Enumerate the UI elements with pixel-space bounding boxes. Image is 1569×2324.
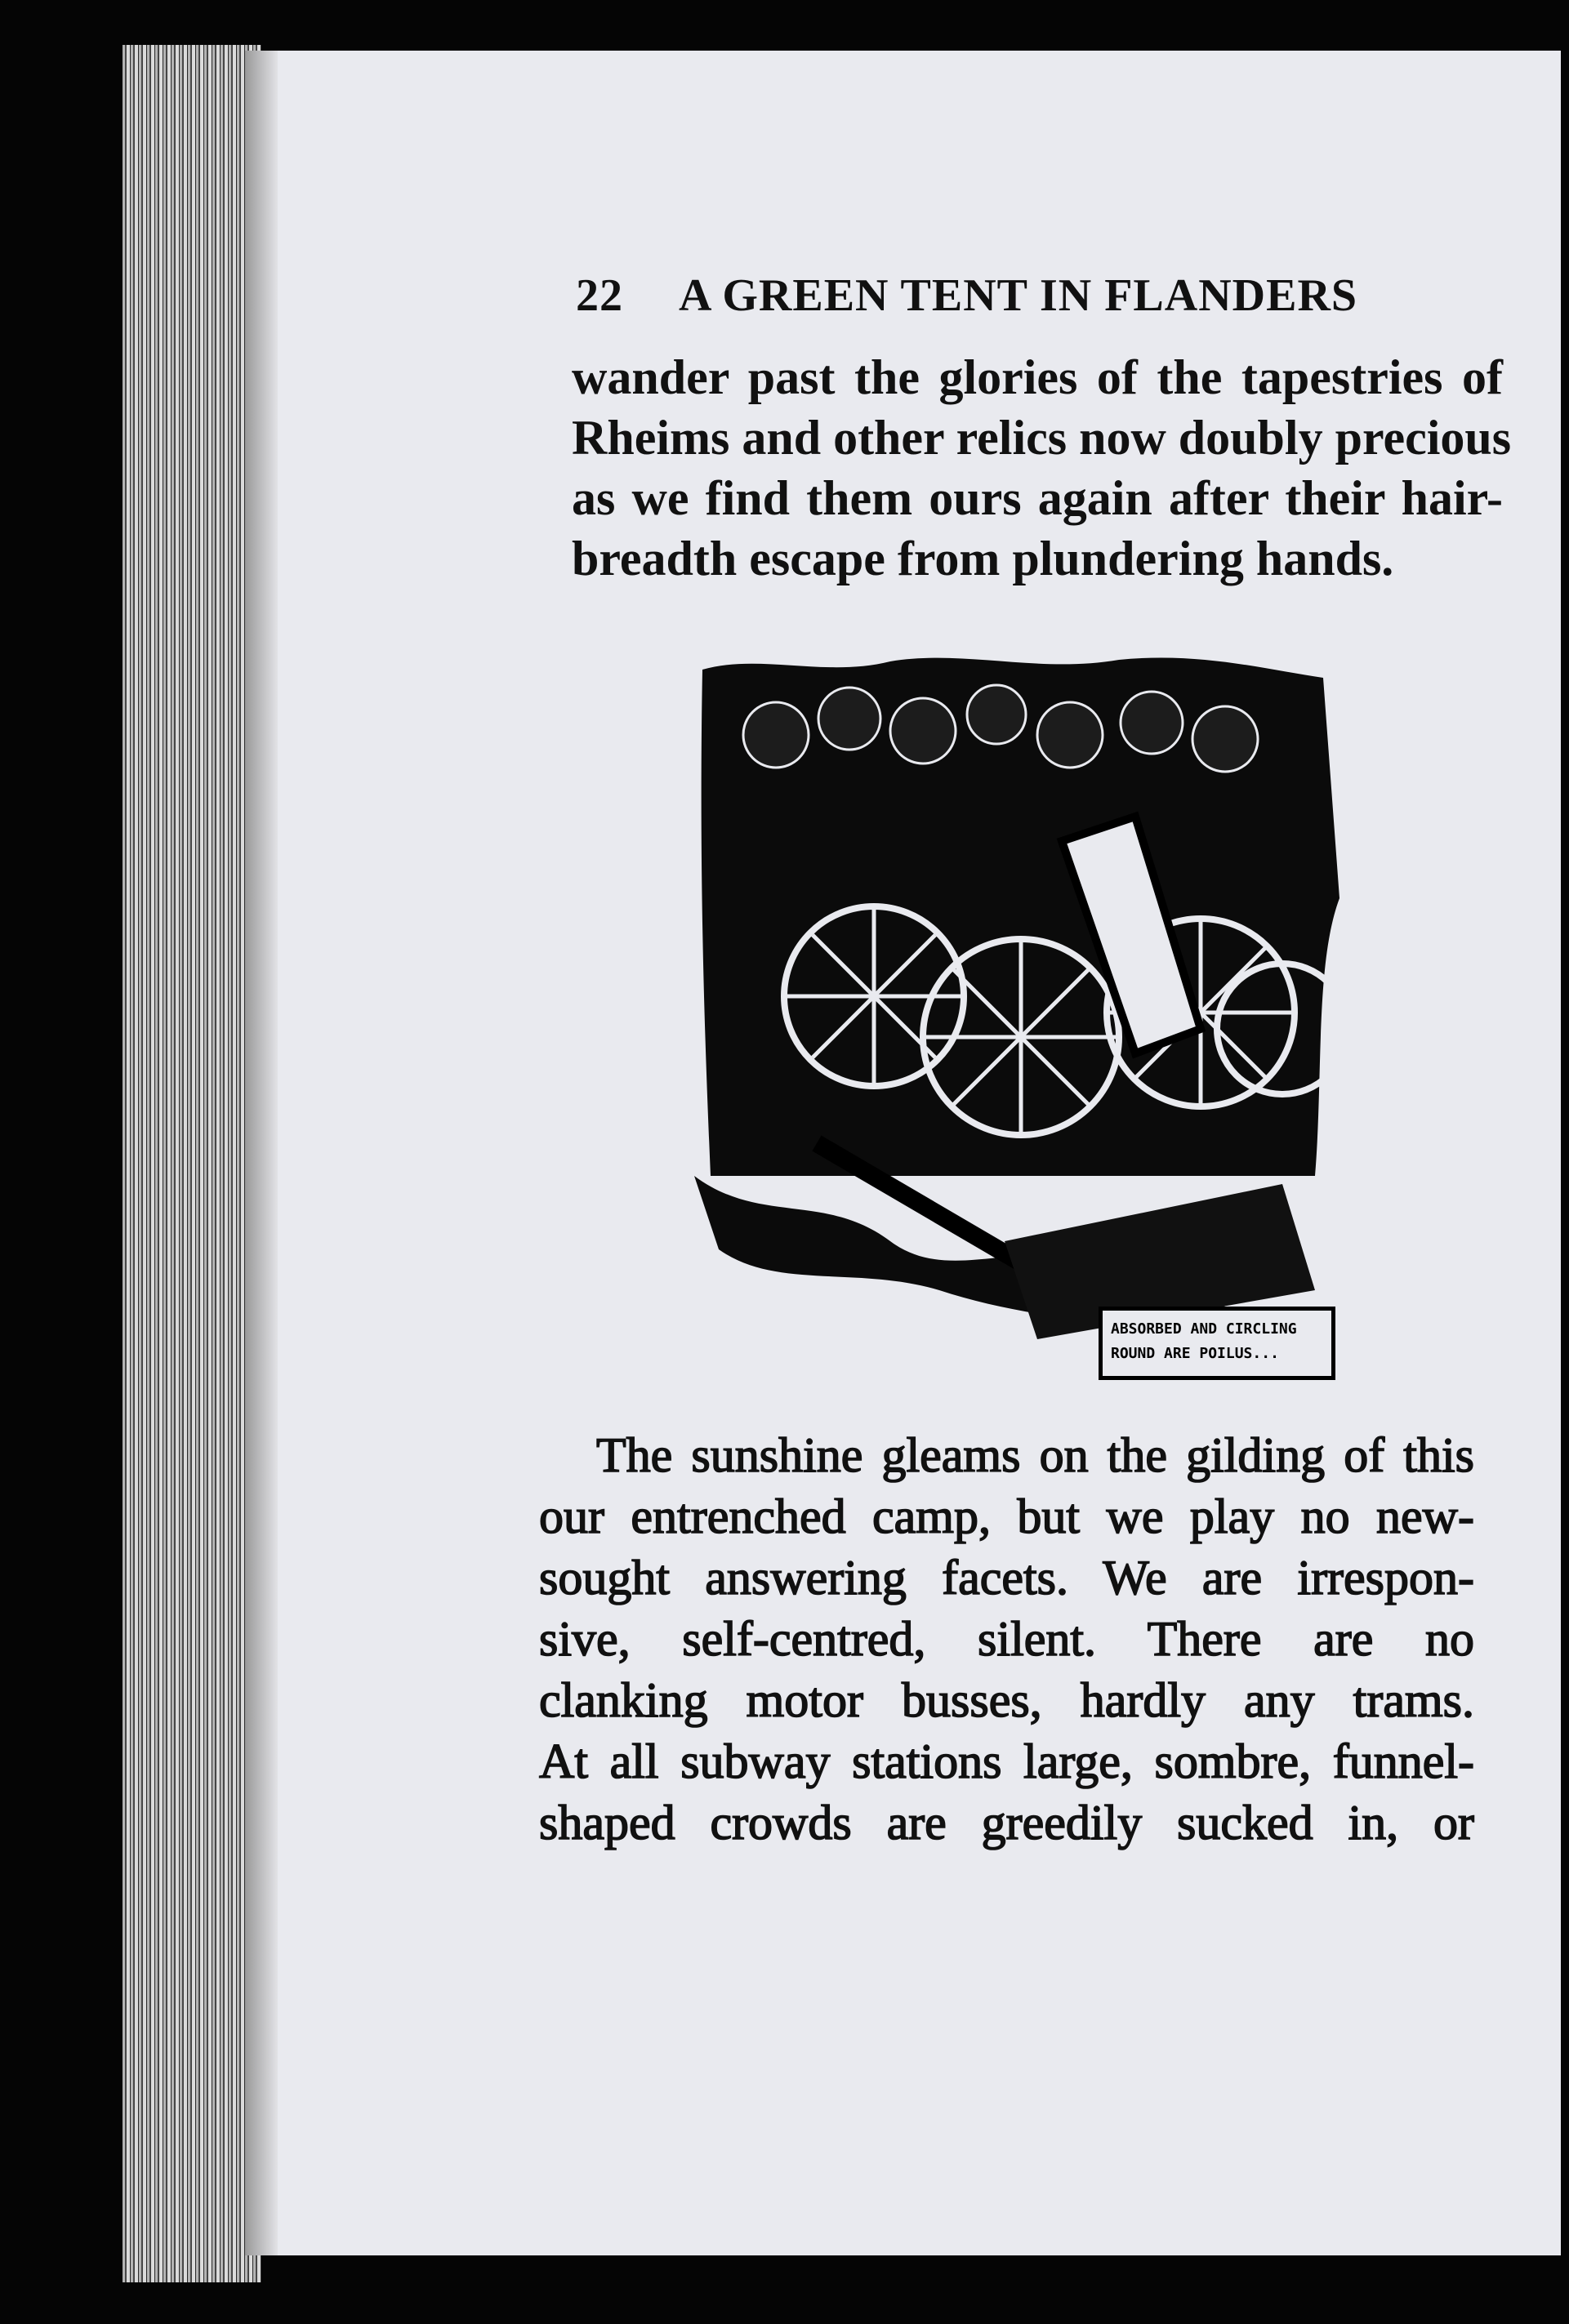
running-header [576,269,1474,322]
text-line: breadth escape from plundering hands. [572,532,1394,585]
text-line: sought answering facets. We are irrespon- [539,1551,1474,1605]
text-line: The sunshine gleams on the gilding of this [596,1428,1474,1482]
text-line: shaped crowds are greedily sucked in, or [539,1796,1474,1850]
illustration-caption [1099,1307,1335,1380]
caption-line: ABSORBED AND CIRCLING [1111,1320,1297,1338]
text-line: as we find them ours again after their hair- [572,471,1503,525]
text-line: At all subway stations large, sombre, funnel- [539,1734,1474,1788]
text-line: sive, self-centred, silent. There are no [539,1612,1474,1666]
paragraph-2 [539,1425,1474,1854]
text-line: Rheims and other relics now doubly precious [572,411,1512,465]
page-number: 22 [576,270,623,321]
text-line: wander past the glories of the tapestries of [572,350,1503,404]
text-line: our entrenched camp, but we play no new- [539,1489,1474,1543]
running-title: A GREEN TENT IN FLANDERS [679,270,1358,321]
paragraph-1 [572,347,1512,589]
woodcut-illustration [694,653,1348,1388]
page-gutter-shadow [245,51,278,2255]
text-line: clanking motor busses, hardly any trams. [539,1673,1474,1727]
book-page-edges [123,45,261,2282]
caption-line: ROUND ARE POILUS... [1111,1345,1279,1362]
